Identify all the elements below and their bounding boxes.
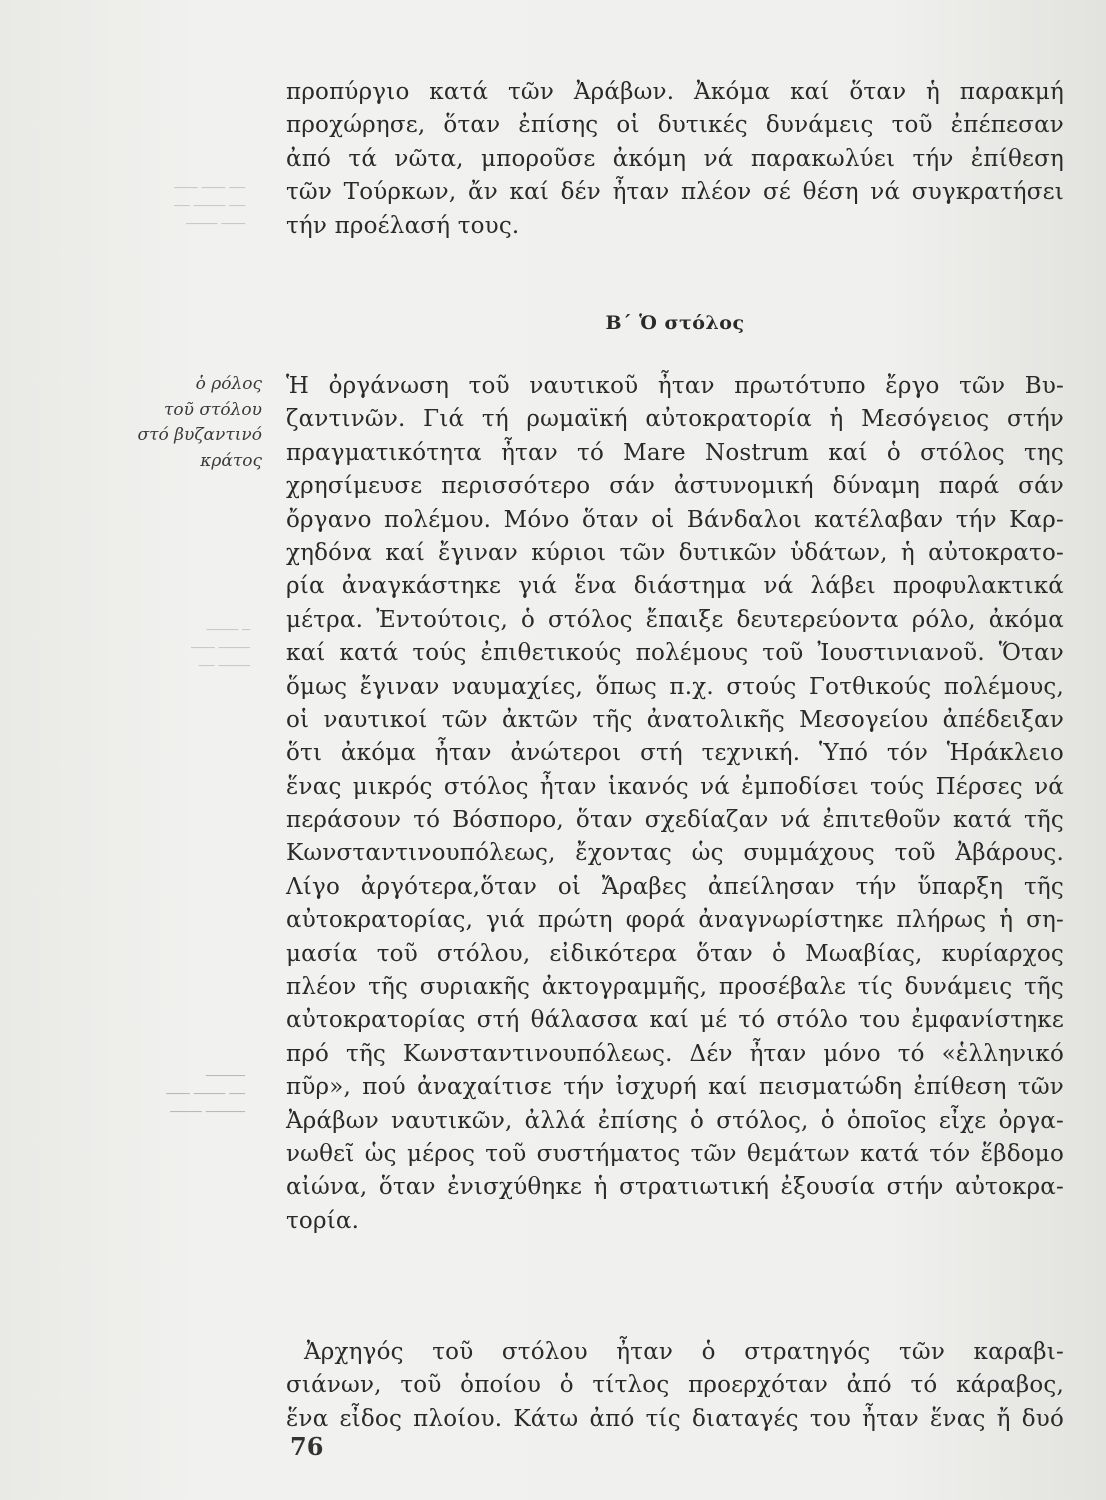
margin-note-line: κράτος — [200, 450, 262, 471]
text-line: προχώρησε, ὅταν ἐπίσης οἱ δυτικές δυνάμεις τοῦ ἐπέπεσαν — [286, 112, 1064, 139]
text-line: ἀπό τά νῶτα, μποροῦσε ἀκόμη νά παρακωλύει τήν ἐπίθεση — [286, 145, 1064, 172]
margin-note — [110, 372, 262, 474]
text-line: πρό τῆς Κωνσταντινουπόλεως. Δέν ἦταν μόνο τό «ἑλληνικό — [286, 1040, 1064, 1067]
text-line: ρία ἀναγκάστηκε γιά ἕνα διάστημα νά λάβει προφυλακτικά — [286, 573, 1064, 600]
section-heading: Β΄ Ὁ στόλος — [605, 312, 745, 334]
text-line: περάσουν τό Βόσπορο, ὅταν σχεδίαζαν νά ἐπιτεθοῦν κατά τῆς — [286, 807, 1064, 834]
text-line: προπύργιο κατά τῶν Ἀράβων. Ἀκόμα καί ὅταν ἡ παρακμή — [286, 79, 1064, 105]
paragraph-fleet-commander — [286, 1336, 1064, 1436]
text-line: ἕνας μικρός στόλος ἦταν ἱκανός νά ἐμποδίσει τούς Πέρσες νά — [286, 773, 1064, 800]
margin-note-line: στό βυζαντινό — [137, 425, 262, 445]
text-line: αὐτοκρατορίας, γιά πρώτη φορά ἀναγνωρίστηκε πλήρως ἡ ση- — [286, 907, 1064, 934]
text-line: ὅμως ἔγιναν ναυμαχίες, ὅπως π.χ. στούς Γοτθικούς πολέμους, — [286, 673, 1064, 700]
text-line: ἕνα εἶδος πλοίου. Κάτω ἀπό τίς διαταγές του ἦταν ἕνας ἤ δυό — [286, 1405, 1064, 1432]
text-line: τήν προέλασή τους. — [286, 212, 520, 239]
text-line: μασία τοῦ στόλου, εἰδικότερα ὅταν ὁ Μωαβίας, κυρίαρχος — [286, 940, 1064, 967]
margin-note-line: ὁ ρόλος — [195, 374, 262, 394]
text-line: νωθεῖ ὡς μέρος τοῦ συστήματος τῶν θεμάτων κατά τόν ἕβδομο — [286, 1140, 1064, 1167]
text-line: ὄργανο πολέμου. Μόνο ὅταν οἱ Βάνδαλοι κατέλαβαν τήν Καρ- — [286, 506, 1064, 533]
text-line: μέτρα. Ἐντούτοις, ὁ στόλος ἔπαιξε δευτερεύοντα ρόλο, ἀκόμα — [286, 606, 1064, 633]
show-through-left-low: ───── ─── ──── ── ──── ───── — [166, 1069, 245, 1120]
text-line: πῦρ», πού ἀναχαίτισε τήν ἰσχυρή καί πεισματώδη ἐπίθεση τῶν — [286, 1074, 1064, 1101]
text-line: Κωνσταντινουπόλεως, ἔχοντας ὡς συμμάχους τοῦ Ἀβάρους. — [286, 840, 1064, 867]
text-line: Ἀράβων ναυτικῶν, ἀλλά ἐπίσης ὁ στόλος, ὁ ὁποῖος εἶχε ὀργα- — [286, 1107, 1064, 1134]
text-line: καί κατά τούς ἐπιθετικούς πολέμους τοῦ Ἰουστινιανοῦ. Ὅταν — [286, 640, 1064, 667]
text-line: ὅτι ἀκόμα ἦταν ἀνώτεροι στή τεχνική. Ὑπό τόν Ἡράκλειο — [286, 740, 1064, 767]
text-line: αἰώνα, ὅταν ἐνισχύθηκε ἡ στρατιωτική ἐξουσία στήν αὐτοκρα- — [286, 1174, 1064, 1201]
text-line: αὐτοκρατορίας στή θάλασσα καί μέ τό στόλο του ἐμφανίστηκε — [286, 1007, 1064, 1034]
text-line: οἱ ναυτικοί τῶν ἀκτῶν τῆς ἀνατολικῆς Μεσογείου ἀπέδειξαν — [286, 706, 1064, 733]
paragraph-fleet-organization — [286, 370, 1064, 1238]
text-line: Ἡ ὀργάνωση τοῦ ναυτικοῦ ἦταν πρωτότυπο ἔργο τῶν Βυ- — [286, 373, 1064, 399]
margin-note-line: τοῦ στόλου — [164, 399, 262, 420]
text-line: πλέον τῆς συριακῆς ἀκτογραμμῆς, προσέβαλε τίς δυνάμεις τῆς — [286, 974, 1064, 1001]
text-line: τορία. — [286, 1207, 360, 1234]
show-through-left-mid: ──── ─ ─── ──── ── ──── — [191, 623, 250, 674]
page-number: 76 — [290, 1432, 324, 1461]
show-through-left-top: ─── ─── ── ── ──── ── ──── ─── — [174, 181, 245, 232]
text-line: Ἀρχηγός τοῦ στόλου ἦταν ὁ στρατηγός τῶν καραβι- — [304, 1339, 1064, 1365]
text-line: χρησίμευσε περισσότερο σάν ἀστυνομική δύναμη παρά σάν — [286, 473, 1064, 500]
paragraph-continuation — [286, 76, 1064, 243]
text-line: χηδόνα καί ἔγιναν κύριοι τῶν δυτικῶν ὑδάτων, ἡ αὐτοκρατο- — [286, 539, 1064, 566]
text-line: τῶν Τούρκων, ἄν καί δέν ἦταν πλέον σέ θέση νά συγκρατήσει — [286, 179, 1064, 206]
text-line: πραγματικότητα ἦταν τό Mare Nostrum καί ὁ στόλος της — [286, 439, 1064, 466]
text-line: Λίγο ἀργότερα,ὅταν οἱ Ἄραβες ἀπείλησαν τήν ὕπαρξη τῆς — [286, 873, 1064, 900]
text-line: σιάνων, τοῦ ὁποίου ὁ τίτλος προερχόταν ἀπό τό κάραβος, — [286, 1372, 1064, 1399]
text-line: ζαντινῶν. Γιά τή ρωμαϊκή αὐτοκρατορία ἡ Μεσόγειος στήν — [286, 406, 1064, 433]
